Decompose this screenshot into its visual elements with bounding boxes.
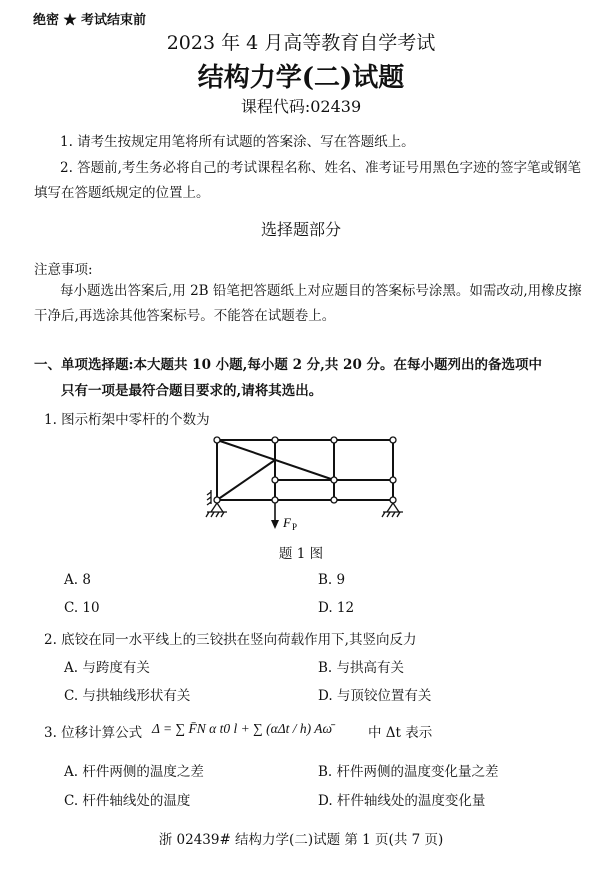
q3-formula: Δ = ∑ F̄N α t0 l + ∑ (αΔt / h) Aω̄ <box>152 721 333 736</box>
joint <box>331 477 337 483</box>
course-code: 课程代码:02439 <box>240 97 362 116</box>
joint <box>331 497 337 503</box>
load-subscript: P <box>292 522 298 532</box>
note-label: 注意事项: <box>34 262 93 278</box>
part1-line1: 一、单项选择题:本大题共 10 小题,每小题 2 分,共 20 分。在每小题列出的备选项中 <box>34 357 543 373</box>
q1-option-c[interactable]: C. 10 <box>64 600 100 616</box>
q3-option-c[interactable]: C. 杆件轴线处的温度 <box>64 793 191 809</box>
q2-option-a[interactable]: A. 与跨度有关 <box>64 660 150 676</box>
q3-stem-post: 中 Δt 表示 <box>368 725 433 741</box>
truss-figure <box>195 432 425 532</box>
right-support <box>382 503 403 517</box>
q1-option-d[interactable]: D. 12 <box>318 600 355 616</box>
q2-option-c[interactable]: C. 与拱轴线形状有关 <box>64 688 191 704</box>
q2-option-b[interactable]: B. 与拱高有关 <box>318 660 405 676</box>
joint <box>214 497 220 503</box>
q2-option-d[interactable]: D. 与顶铰位置有关 <box>318 688 432 704</box>
joint <box>272 477 278 483</box>
joint <box>272 437 278 443</box>
q2-stem: 2. 底铰在同一水平线上的三铰拱在竖向荷载作用下,其竖向反力 <box>44 632 417 648</box>
load-label: F <box>283 515 291 530</box>
joint <box>331 437 337 443</box>
joint <box>390 477 396 483</box>
q1-option-a[interactable]: A. 8 <box>64 572 91 588</box>
instruction-2: 2. 答题前,考生务必将自己的考试课程名称、姓名、准考证号用黑色字迹的签字笔或钢笔填写在答题纸规定的位置上。 <box>34 160 581 201</box>
joint <box>214 437 220 443</box>
load-arrow <box>271 503 279 529</box>
q1-caption: 题 1 图 <box>278 546 324 562</box>
q3-stem-pre: 3. 位移计算公式 <box>44 725 143 741</box>
paper-title: 结构力学(二)试题 <box>197 63 405 93</box>
secret-label: 绝密 ★ 考试结束前 <box>33 13 147 28</box>
diagonal-2 <box>217 460 275 500</box>
q3-option-a[interactable]: A. 杆件两侧的温度之差 <box>64 764 204 780</box>
instruction-1: 1. 请考生按规定用笔将所有试题的答案涂、写在答题纸上。 <box>60 134 415 150</box>
joint <box>272 497 278 503</box>
q1-option-b[interactable]: B. 9 <box>318 572 346 588</box>
note-text: 每小题选出答案后,用 2B 铅笔把答题纸上对应题目的答案标号涂黑。如需改动,用橡皮擦干净后,再选涂其他答案标号。不能答在试题卷上。 <box>34 283 582 324</box>
joint <box>390 437 396 443</box>
q3-option-b[interactable]: B. 杆件两侧的温度变化量之差 <box>318 764 499 780</box>
q3-option-d[interactable]: D. 杆件轴线处的温度变化量 <box>318 793 486 809</box>
section-title: 选择题部分 <box>260 220 341 239</box>
exam-title: 2023 年 4 月高等教育自学考试 <box>166 32 436 54</box>
q1-stem: 1. 图示桁架中零杆的个数为 <box>44 412 210 428</box>
page-footer: 浙 02439# 结构力学(二)试题 第 1 页(共 7 页) <box>158 832 444 848</box>
part1-line2: 只有一项是最符合题目要求的,请将其选出。 <box>61 383 323 399</box>
joint <box>390 497 396 503</box>
